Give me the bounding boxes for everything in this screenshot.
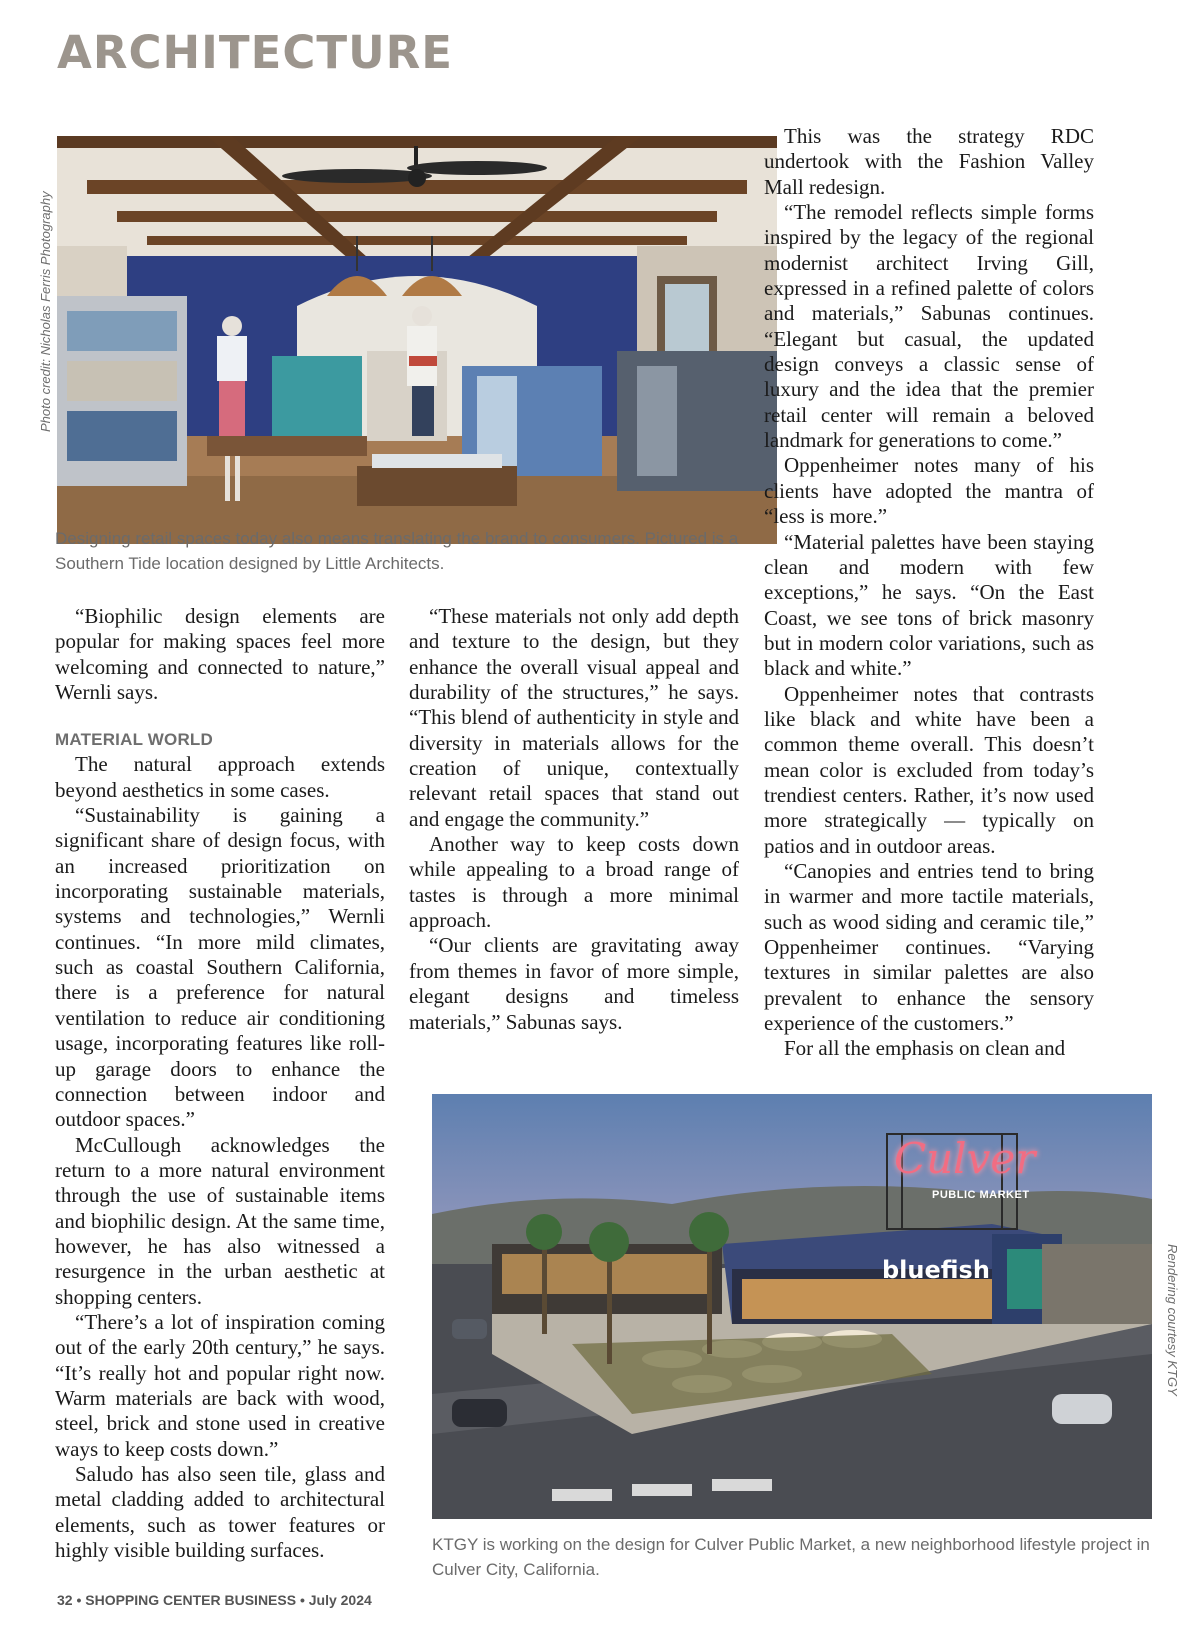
culver-market-rendering	[432, 1094, 1152, 1519]
paragraph: “Material palettes have been staying clean and modern with few exceptions,” he says. “On the East Coast, we see tons of brick masonry but in modern color variations, such as black and white.”	[764, 529, 1094, 681]
photo1-caption: Designing retail spaces today also means translating the brand to consumers. Pictured is a Southern Tide location designed by Little Architects.	[55, 529, 739, 573]
paragraph: Another way to keep costs down while appealing to a broad range of tastes is through a more minimal approach.	[409, 832, 739, 933]
page-footer: 32 • SHOPPING CENTER BUSINESS • July 2024	[57, 1592, 372, 1608]
article-column-3	[764, 124, 1094, 1062]
paragraph: “Canopies and entries tend to bring in warmer and more tactile materials, such as wood siding and ceramic tile,” Oppenheimer continues. “Varying textures in similar palettes are also prevalent to enhance the sensory experience of the customers.”	[764, 858, 1094, 1036]
subhead-material-world: MATERIAL WORLD	[55, 730, 213, 750]
photo-credit: Photo credit: Nicholas Ferris Photography	[38, 191, 53, 432]
paragraph: “There’s a lot of inspiration coming out of the early 20th century,” he says. “It’s really hot and popular right now. Warm materials are back with wood, steel, brick and stone used in creative ways to keep costs down.”	[55, 1309, 385, 1461]
paragraph: Saludo has also seen tile, glass and metal cladding added to architectural elements, such as tower features or highly visible building surfaces.	[55, 1462, 385, 1563]
store-interior-photo	[57, 136, 777, 544]
article-column-2	[409, 604, 739, 1035]
paragraph: “Biophilic design elements are popular for making spaces feel more welcoming and connected to nature,” Wernli says.	[55, 604, 385, 705]
paragraph: “Our clients are gravitating away from themes in favor of more simple, elegant designs and timeless materials,” Sabunas says.	[409, 933, 739, 1034]
rendering-credit: Rendering courtesy KTGY	[1165, 1244, 1180, 1396]
paragraph: McCullough acknowledges the return to a more natural environment through the use of sustainable items and biophilic design. At the same time, however, he has also witnessed a resurgence in the urban aesthetic at shopping centers.	[55, 1132, 385, 1309]
paragraph: This was the strategy RDC undertook with the Fashion Valley Mall redesign.	[764, 124, 1094, 199]
article-column-1	[55, 604, 385, 1563]
photo2-caption: KTGY is working on the design for Culver Public Market, a new neighborhood lifestyle project in Culver City, California.	[432, 1535, 1150, 1579]
paragraph: “Sustainability is gaining a significant share of design focus, with an increased prioritization on incorporating sustainable materials, systems and technologies,” Wernli continues. “In more mild climates, such as coastal Southern California, there is a preference for natural ventilation to reduce air conditioning usage, incorporating features like roll-up garage doors to enhance the connection between indoor and outdoor spaces.”	[55, 803, 385, 1132]
paragraph: “The remodel reflects simple forms inspired by the legacy of the regional modernist architect Irving Gill, expressed in a refined palette of colors and materials,” Sabunas continues. “Elegant but casual, the updated design conveys a classic sense of luxury and the idea that the premier retail center will remain a beloved landmark for generations to come.”	[764, 200, 1094, 453]
paragraph: For all the emphasis on clean and	[784, 1036, 1066, 1061]
bluefish-sign: bluefish	[882, 1256, 990, 1284]
paragraph: The natural approach extends beyond aesthetics in some cases.	[55, 752, 385, 802]
paragraph: “These materials not only add depth and texture to the design, but they enhance the overall visual appeal and durability of the structures,” he says. “This blend of authenticity in style and diversity in materials allows for the creation of unique, contextually relevant retail spaces that stand out and engage the community.”	[409, 604, 739, 831]
paragraph: Oppenheimer notes many of his clients have adopted the mantra of “less is more.”	[764, 453, 1094, 529]
public-market-sign: PUBLIC MARKET	[932, 1189, 1030, 1201]
section-title: ARCHITECTURE	[57, 26, 453, 79]
paragraph: Oppenheimer notes that contrasts like black and white have been a common theme overall. This doesn’t mean color is excluded from today’s trendiest centers. Rather, it’s now used more strategically — typically on patios and in outdoor areas.	[764, 681, 1094, 858]
culver-sign: Culver	[894, 1134, 1036, 1183]
